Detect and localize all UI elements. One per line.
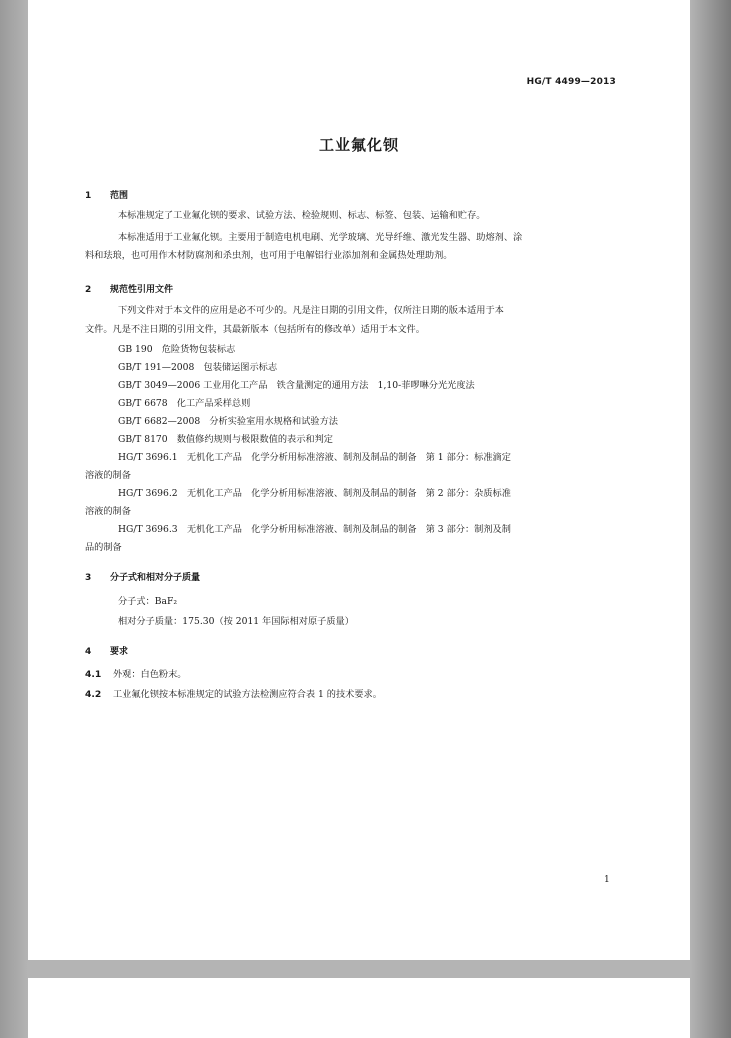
section-1-heading xyxy=(85,188,128,201)
reference-item: HG/T 3696.2 无机化工产品 化学分析用标准溶液、制剂及制品的制备 第 2 部分：杂质标准 xyxy=(118,488,511,499)
subsection-number: 4.1 xyxy=(85,669,102,680)
paragraph-line: 下列文件对于本文件的应用是必不可少的。凡是注日期的引用文件，仅所注日期的版本适用于本 xyxy=(118,305,504,316)
section-number: 3 xyxy=(85,573,92,583)
subsection-4-2 xyxy=(85,689,382,701)
standard-number: HG/T 4499—2013 xyxy=(526,77,616,87)
subsection-text: 工业氟化钡按本标准规定的试验方法检测应符合表 1 的技术要求。 xyxy=(113,689,382,700)
paragraph-line: 文件。凡是不注日期的引用文件，其最新版本（包括所有的修改单）适用于本文件。 xyxy=(85,324,425,335)
section-title: 要求 xyxy=(110,647,129,657)
reference-item: GB 190 危险货物包装标志 xyxy=(118,344,236,355)
reference-item: GB/T 3049—2006 工业用化工产品 铁含量测定的通用方法 1,10-菲啰啉分光光度法 xyxy=(118,380,475,391)
reference-item: GB/T 6682—2008 分析实验室用水规格和试验方法 xyxy=(118,416,338,427)
section-number: 1 xyxy=(85,191,92,201)
reference-item: HG/T 3696.1 无机化工产品 化学分析用标准溶液、制剂及制品的制备 第 1 部分：标准滴定 xyxy=(118,452,511,463)
section-title: 分子式和相对分子质量 xyxy=(110,573,201,583)
reference-item: HG/T 3696.3 无机化工产品 化学分析用标准溶液、制剂及制品的制备 第 3 部分：制剂及制 xyxy=(118,524,511,535)
reference-item-continued: 溶液的制备 xyxy=(85,506,131,517)
section-3-heading xyxy=(85,570,200,583)
reference-item: GB/T 6678 化工产品采样总则 xyxy=(118,398,251,409)
paragraph-line: 本标准规定了工业氟化钡的要求、试验方法、检验规则、标志、标签、包装、运输和贮存。 xyxy=(118,210,486,221)
reference-item-continued: 溶液的制备 xyxy=(85,470,131,481)
molecular-mass: 相对分子质量：175.30（按 2011 年国际相对原子质量） xyxy=(118,616,354,627)
section-number: 2 xyxy=(85,285,92,295)
next-page-preview xyxy=(28,978,690,1038)
section-title: 规范性引用文件 xyxy=(110,285,174,295)
page-number: 1 xyxy=(604,875,610,885)
paragraph-line: 料和珐琅，也可用作木材防腐剂和杀虫剂，也可用于电解铝行业添加剂和金属热处理助剂。 xyxy=(85,250,453,261)
document-page xyxy=(28,0,690,960)
reference-item: GB/T 191—2008 包装储运图示标志 xyxy=(118,362,278,373)
reference-item-continued: 品的制备 xyxy=(85,542,122,553)
molecular-formula: 分子式：BaF₂ xyxy=(118,596,178,607)
reference-item: GB/T 8170 数值修约规则与极限数值的表示和判定 xyxy=(118,434,333,445)
subsection-number: 4.2 xyxy=(85,689,102,700)
section-2-heading xyxy=(85,282,173,295)
document-title: 工业氟化钡 xyxy=(318,136,399,154)
section-title: 范围 xyxy=(110,191,129,201)
subsection-text: 外观：白色粉末。 xyxy=(113,669,187,680)
section-4-heading xyxy=(85,644,128,657)
paragraph-line: 本标准适用于工业氟化钡。主要用于制造电机电刷、光学玻璃、光导纤维、激光发生器、助熔剂、涂 xyxy=(118,232,523,243)
section-number: 4 xyxy=(85,647,92,657)
subsection-4-1 xyxy=(85,669,187,681)
